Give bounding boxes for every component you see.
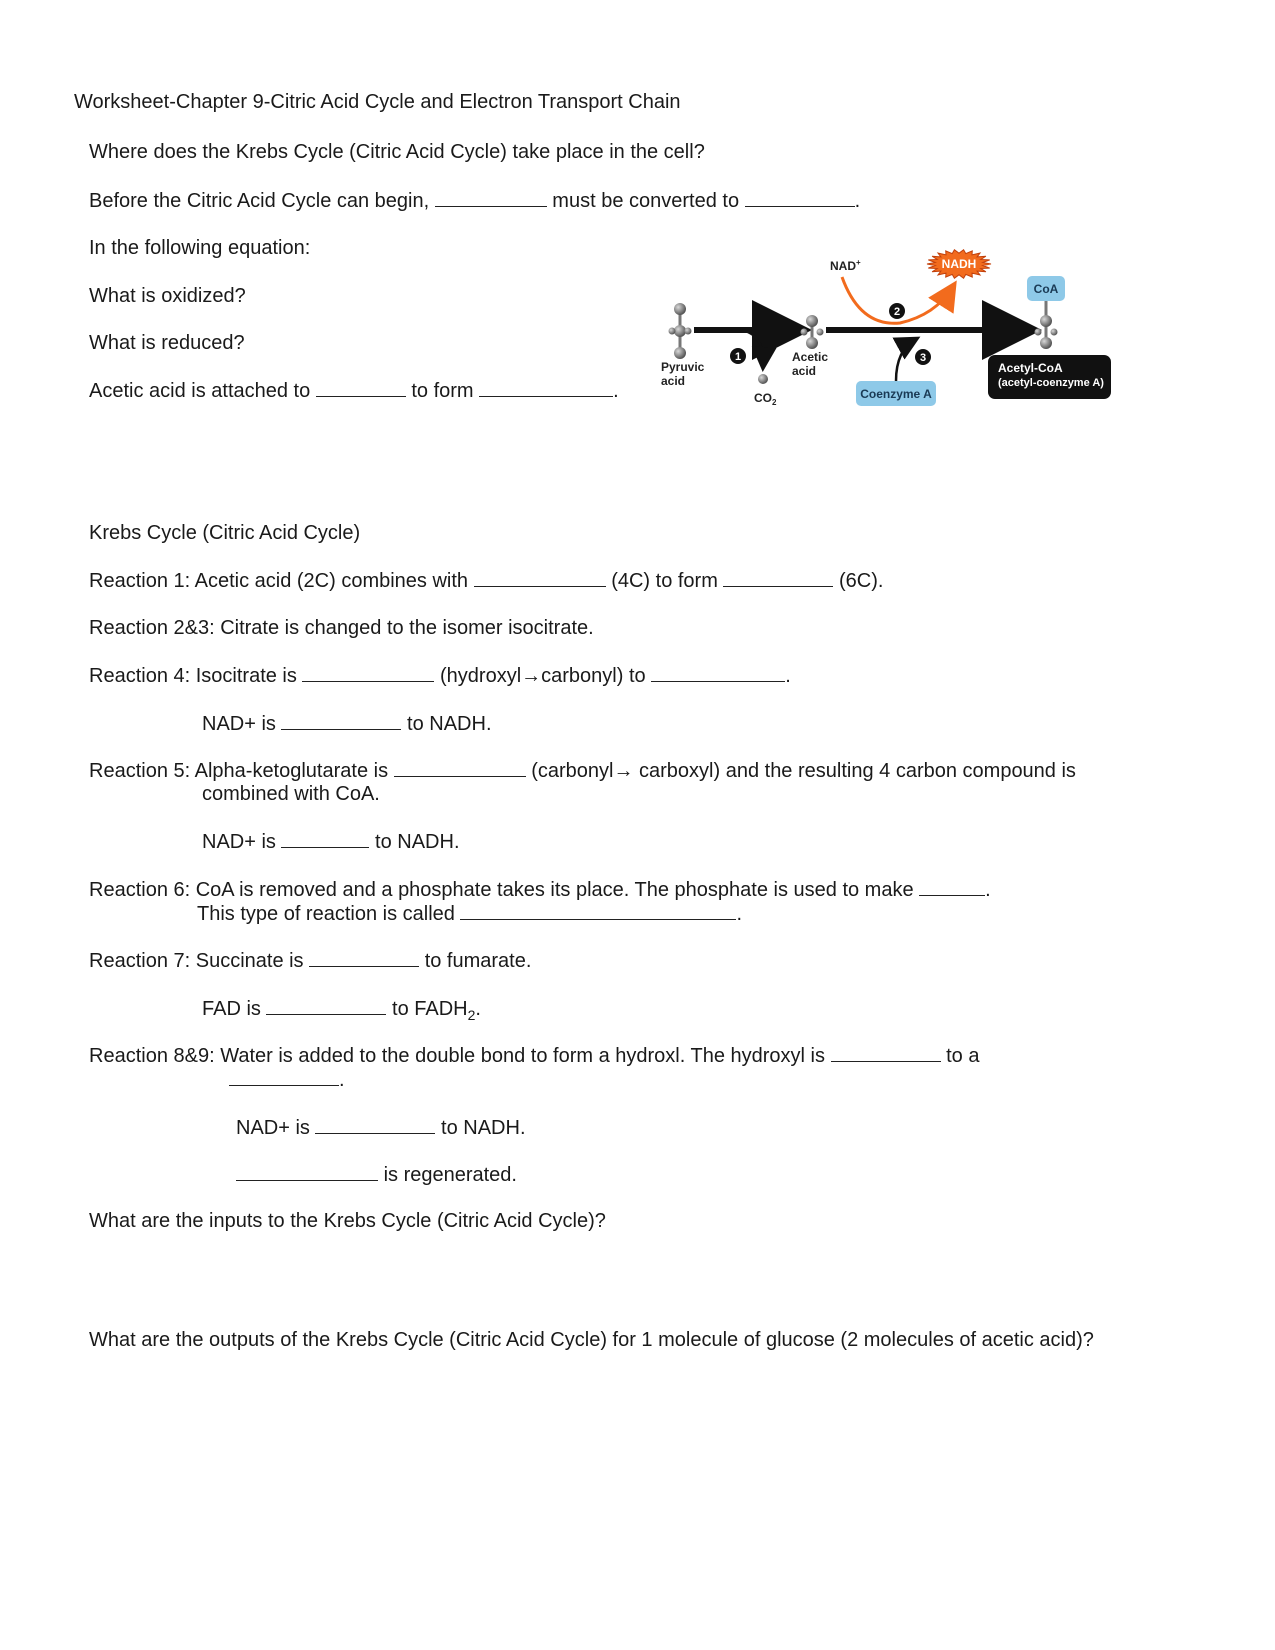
reaction-7 <box>89 948 531 973</box>
reaction-text: (6C). <box>839 570 884 592</box>
question-text: . <box>854 190 861 212</box>
reaction-4 <box>89 663 791 688</box>
reaction-5-continued: combined with CoA. <box>202 783 380 805</box>
co2-molecule <box>758 374 768 384</box>
reaction-text: . <box>736 903 743 925</box>
reaction-text: Reaction 8&9: Water is added to the double bond to form a hydroxl. The hydroxyl is <box>89 1045 825 1067</box>
nad-label: NAD+ <box>830 258 861 273</box>
question-text: must be converted to <box>552 190 740 212</box>
reaction-text: This type of reaction is called <box>197 903 455 925</box>
reaction-6-type <box>197 901 742 926</box>
reaction-7-fad <box>202 996 481 1027</box>
coa-label: CoA <box>1033 282 1059 296</box>
subscript: 2 <box>467 1007 476 1023</box>
reaction-text: . <box>785 665 791 687</box>
reaction-text: NAD+ is <box>236 1117 310 1139</box>
step-1-label: 1 <box>734 351 742 363</box>
reaction-1 <box>89 568 883 593</box>
answer-blank[interactable] <box>236 1162 378 1181</box>
answer-blank[interactable] <box>435 188 547 207</box>
reaction-text: . <box>339 1069 345 1091</box>
pyruvic-label: Pyruvic <box>661 360 705 374</box>
question-equation: In the following equation: <box>89 237 311 259</box>
acetic-label: acid <box>792 364 817 378</box>
worksheet-title: Worksheet-Chapter 9-Citric Acid Cycle and Electron Transport Chain <box>74 91 681 113</box>
question-outputs: What are the outputs of the Krebs Cycle (Citric Acid Cycle) for 1 molecule of glucose (2 molecules of acetic acid)? <box>89 1329 1094 1351</box>
answer-blank[interactable] <box>281 711 401 730</box>
question-acetic-attached <box>89 378 619 403</box>
reaction-5-nad <box>202 829 460 854</box>
reaction-6 <box>89 877 991 902</box>
question-text: to form <box>411 380 474 402</box>
pyruvate-oxidation-diagram <box>661 255 1180 430</box>
reaction-text: (4C) to form <box>611 570 718 592</box>
reaction-text: to FADH <box>392 998 468 1020</box>
reaction-text: (hydroxyl→carbonyl) to <box>440 665 646 687</box>
acetyl-coa-label: (acetyl-coenzyme A) <box>998 377 1104 389</box>
question-text: Acetic acid is attached to <box>89 380 311 402</box>
reaction-text: to a <box>946 1045 980 1067</box>
answer-blank[interactable] <box>309 948 419 967</box>
step-3-label: 3 <box>919 352 927 364</box>
reaction-text: (carbonyl→ carboxyl) and the resulting 4 carbon compound is <box>531 760 1076 782</box>
answer-blank[interactable] <box>723 568 833 587</box>
pyruvic-acid-molecule <box>669 303 692 359</box>
reaction-text: Reaction 4: Isocitrate is <box>89 665 297 687</box>
reaction-2-3: Reaction 2&3: Citrate is changed to the isomer isocitrate. <box>89 617 594 639</box>
question-oxidized: What is oxidized? <box>89 285 246 307</box>
answer-blank[interactable] <box>831 1043 941 1062</box>
krebs-heading: Krebs Cycle (Citric Acid Cycle) <box>89 522 361 544</box>
reaction-8-9-continued <box>229 1067 345 1092</box>
answer-blank[interactable] <box>651 663 785 682</box>
reaction-text: to fumarate. <box>424 950 532 972</box>
answer-blank[interactable] <box>394 758 526 777</box>
step-2-label: 2 <box>893 306 901 318</box>
reaction-text: Reaction 7: Succinate is <box>89 950 304 972</box>
answer-blank[interactable] <box>302 663 434 682</box>
reaction-text: Reaction 1: Acetic acid (2C) combines with <box>89 570 469 592</box>
regeneration <box>236 1162 517 1187</box>
coenzyme-a-arrow <box>896 339 916 381</box>
reaction-text: is regenerated. <box>383 1164 517 1186</box>
coenzyme-a-label: Coenzyme A <box>860 387 932 401</box>
answer-blank[interactable] <box>281 829 369 848</box>
co2-label: $CO_2$ <box>754 391 777 407</box>
question-text: . <box>613 380 619 402</box>
answer-blank[interactable] <box>229 1067 339 1086</box>
answer-blank[interactable] <box>479 378 613 397</box>
reaction-5 <box>89 758 1076 783</box>
reaction-text: NAD+ is <box>202 713 276 735</box>
question-location: Where does the Krebs Cycle (Citric Acid Cycle) take place in the cell? <box>89 141 705 163</box>
reaction-text: . <box>475 998 481 1020</box>
question-conversion <box>89 188 860 213</box>
question-reduced: What is reduced? <box>89 332 245 354</box>
reaction-text: to NADH. <box>441 1117 526 1139</box>
pyruvic-label: acid <box>661 374 686 388</box>
question-inputs: What are the inputs to the Krebs Cycle (Citric Acid Cycle)? <box>89 1210 606 1232</box>
acetyl-coa-molecule <box>1035 301 1058 349</box>
reaction-text: Reaction 6: CoA is removed and a phosphate takes its place. The phosphate is used to make <box>89 879 914 901</box>
reaction-8-9 <box>89 1043 979 1068</box>
answer-blank[interactable] <box>266 996 386 1015</box>
answer-blank[interactable] <box>745 188 855 207</box>
reaction-text: to NADH. <box>407 713 492 735</box>
reaction-4-nad <box>202 711 492 736</box>
answer-blank[interactable] <box>460 901 736 920</box>
answer-blank[interactable] <box>474 568 606 587</box>
reaction-text: to NADH. <box>375 831 460 853</box>
question-text: Before the Citric Acid Cycle can begin, <box>89 190 430 212</box>
answer-blank[interactable] <box>919 877 985 896</box>
answer-blank[interactable] <box>316 378 406 397</box>
reaction-text: Reaction 5: Alpha-ketoglutarate is <box>89 760 389 782</box>
reaction-text: FAD is <box>202 998 261 1020</box>
reaction-text: . <box>985 879 991 901</box>
acetyl-coa-label: Acetyl-CoA <box>998 361 1063 375</box>
acetic-label: Acetic <box>792 350 829 364</box>
nadh-label: NADH <box>941 257 977 271</box>
answer-blank[interactable] <box>315 1115 435 1134</box>
reaction-text: NAD+ is <box>202 831 276 853</box>
acetic-acid-molecule <box>801 315 824 349</box>
reaction-8-9-nad <box>236 1115 526 1140</box>
